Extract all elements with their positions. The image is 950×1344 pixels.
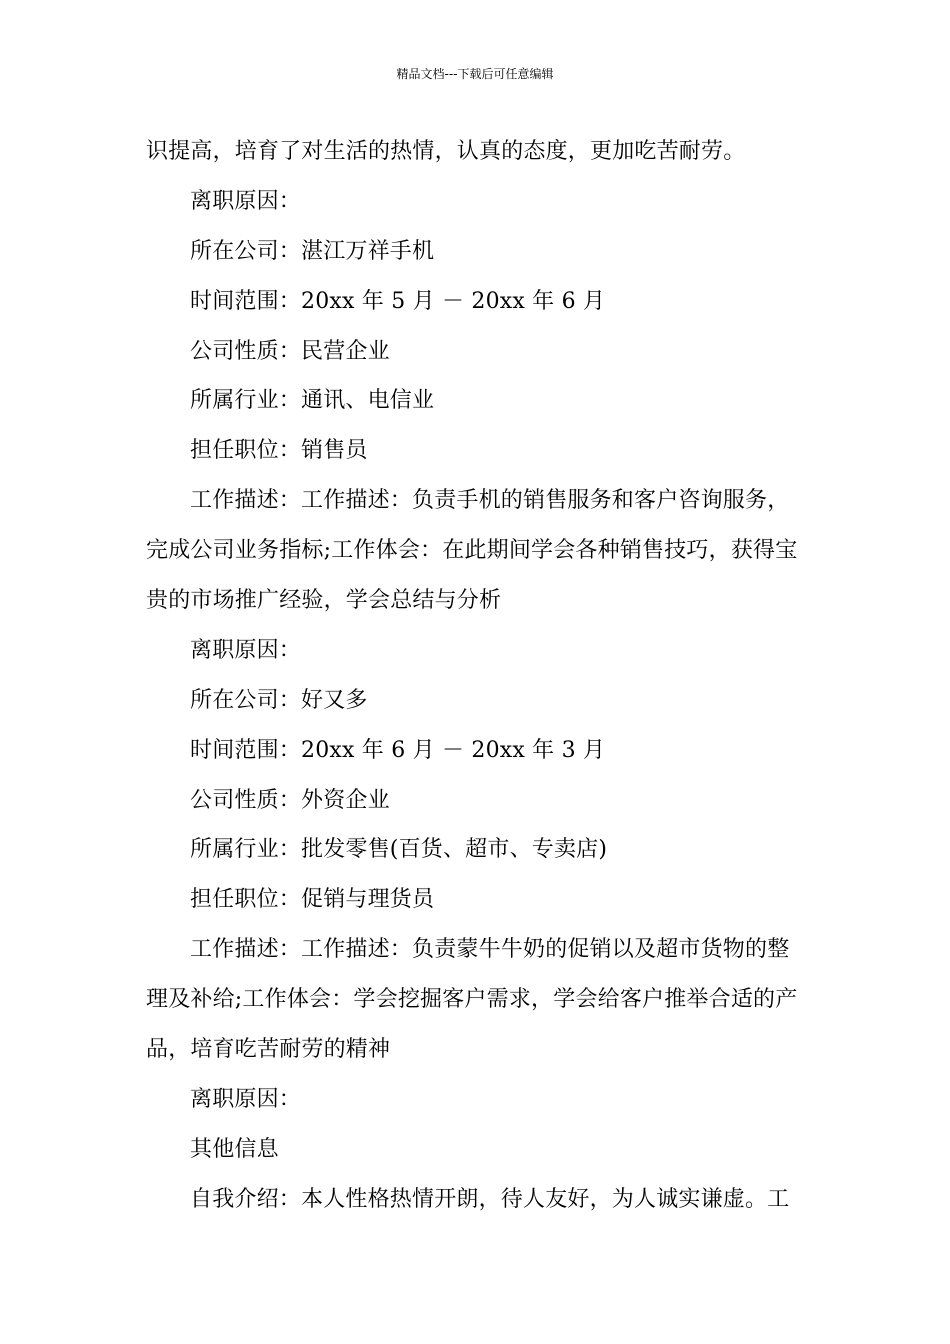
text-line: 所属行业：通讯、电信业: [190, 388, 435, 414]
text-line: 品，培育吃苦耐劳的精神: [146, 1037, 391, 1063]
text-line: 所在公司：湛江万祥手机: [190, 238, 435, 264]
text-line: 所在公司：好又多: [190, 687, 368, 713]
text-line: 所属行业：批发零售(百货、超市、专卖店): [190, 837, 608, 863]
text-line: 时间范围：20xx 年 6 月 － 20xx 年 3 月: [190, 737, 606, 763]
text-line: 贵的市场推广经验，学会总结与分析: [146, 588, 502, 614]
text-line: 理及补给;工作体会：学会挖掘客户需求，学会给客户推举合适的产: [146, 987, 798, 1013]
text-line: 离职原因：: [190, 188, 302, 214]
text-line: 担任职位：促销与理货员: [190, 887, 435, 913]
text-line: 工作描述：工作描述：负责手机的销售服务和客户咨询服务，: [190, 488, 790, 514]
text-line: 完成公司业务指标;工作体会：在此期间学会各种销售技巧，获得宝: [146, 538, 798, 564]
text-line: 工作描述：工作描述：负责蒙牛牛奶的促销以及超市货物的整: [190, 937, 790, 963]
text-line: 离职原因：: [190, 1086, 302, 1112]
text-line: 担任职位：销售员: [190, 438, 368, 464]
document-body: [146, 127, 812, 1225]
text-line: 识提高，培育了对生活的热情，认真的态度，更加吃苦耐劳。: [146, 139, 746, 164]
page-header: 精品文档---下载后可任意编辑: [396, 67, 554, 81]
text-line: 自我介绍：本人性格热情开朗，待人友好，为人诚实谦虚。工: [190, 1186, 790, 1212]
text-line: 时间范围：20xx 年 5 月 － 20xx 年 6 月: [190, 288, 606, 314]
text-line: 公司性质：外资企业: [190, 787, 390, 813]
text-line: 离职原因：: [190, 637, 302, 663]
text-line: 公司性质：民营企业: [190, 338, 390, 364]
text-line: 其他信息: [190, 1136, 279, 1162]
